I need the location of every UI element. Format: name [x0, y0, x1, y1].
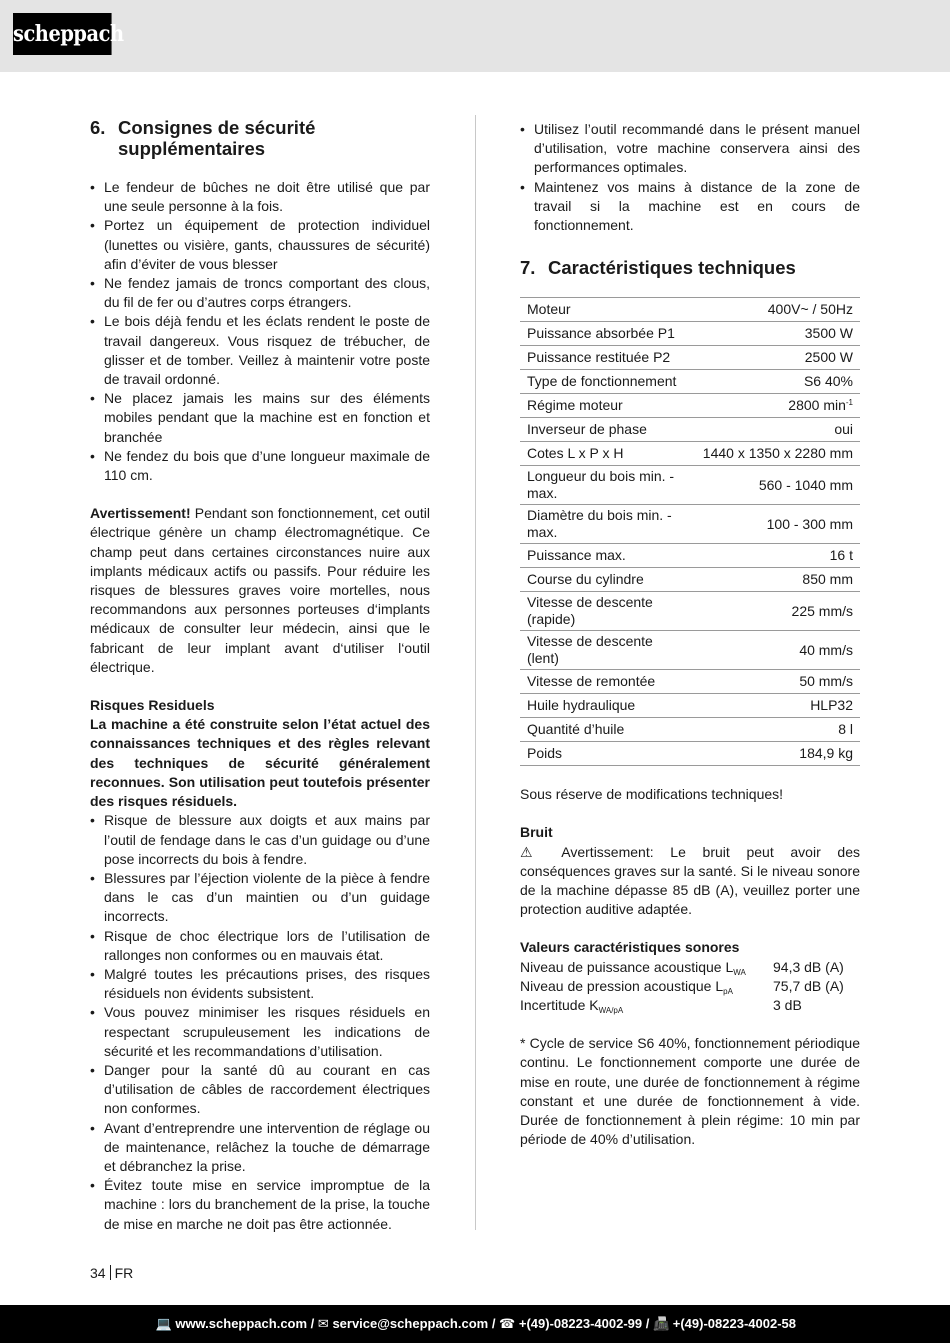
residual-risks-list: [90, 811, 430, 1233]
warning-triangle-icon: ⚠: [520, 843, 546, 860]
spec-label: Huile hydraulique: [520, 694, 684, 718]
spec-table: [520, 297, 860, 766]
list-item: • Le fendeur de bûches ne doit être utilisé que par une seule personne à la fois.: [90, 178, 430, 216]
spec-label: Vitesse de descente (rapide): [520, 592, 684, 631]
list-item: • Malgré toutes les précautions prises, des risques résiduels non évidents subsistent.: [90, 965, 430, 1003]
spec-label: Régime moteur: [520, 394, 684, 418]
spec-label: Type de fonctionnement: [520, 370, 684, 394]
spec-value: 50 mm/s: [684, 670, 860, 694]
spec-row: [520, 670, 860, 694]
website-link[interactable]: www.scheppach.com: [175, 1316, 308, 1331]
spec-label: Course du cylindre: [520, 568, 684, 592]
sound-values-title: Valeurs caractéristiques sonores: [520, 939, 740, 956]
list-item: • Maintenez vos mains à distance de la zone de travail si la machine est en cours de fonctionnement.: [520, 178, 860, 236]
spec-row: [520, 718, 860, 742]
spec-label: Poids: [520, 742, 684, 766]
spec-value: 16 t: [684, 544, 860, 568]
spec-row: [520, 466, 860, 505]
fax-number: +(49)-08223-4002-58: [672, 1316, 796, 1331]
list-item: • Avant d’entreprendre une intervention de réglage ou de maintenance, relâchez la touche de démarrage et débranchez la prise.: [90, 1119, 430, 1177]
spec-label: Puissance restituée P2: [520, 346, 684, 370]
residual-risks-intro: La machine a été construite selon l’état actuel des connaissances techniques et des règles relevant des techniques de sécurité généralement reconnues. Son utilisation peut toutefois présenter des risques résiduels.: [90, 716, 430, 810]
spec-row: [520, 418, 860, 442]
spec-value: oui: [684, 418, 860, 442]
list-item: • Ne fendez du bois que d’une longueur maximale de 110 cm.: [90, 447, 430, 485]
spec-row: [520, 631, 860, 670]
spec-label: Diamètre du bois min. - max.: [520, 505, 684, 544]
noise-warning: ⚠ Avertissement: Le bruit peut avoir des conséquences graves sur la santé. Si le niveau sonore de la machine dépasse 85 dB (A), veuillez porter une protection auditive adaptée.: [520, 843, 860, 918]
spec-row: [520, 370, 860, 394]
right-column: [520, 120, 860, 1149]
spec-value: 1440 x 1350 x 2280 mm: [684, 442, 860, 466]
warning-label: Avertissement!: [90, 505, 191, 522]
list-item: • Risque de blessure aux doigts et aux mains par l’outil de fendage dans le cas d’un guidage ou d’une pose incorrects du bois à fendre.: [90, 811, 430, 869]
spec-value: 8 l: [684, 718, 860, 742]
sound-values-table: [520, 958, 844, 1016]
list-item: • Danger pour la santé dû au courant en cas d’utilisation de câbles de raccordement électriques non conformes.: [90, 1061, 430, 1119]
spec-label: Vitesse de descente (lent): [520, 631, 684, 670]
noise-title: Bruit: [520, 824, 553, 841]
list-item: • Évitez toute mise en service impromptue de la machine : lors du branchement de la prise, la touche de mise en marche ne doit pas être actionnée.: [90, 1176, 430, 1234]
spec-value: 3500 W: [684, 322, 860, 346]
list-item: • Utilisez l’outil recommandé dans le présent manuel d’utilisation, votre machine conservera ainsi des performances optimales.: [520, 120, 860, 178]
email-link[interactable]: service@scheppach.com: [332, 1316, 489, 1331]
spec-row: [520, 568, 860, 592]
sound-label: Niveau de puissance acoustique $L_{WA}$: [520, 958, 746, 977]
spec-row: [520, 505, 860, 544]
spec-value: 40 mm/s: [684, 631, 860, 670]
spec-row: [520, 544, 860, 568]
computer-icon: 💻: [155, 1316, 172, 1331]
phone-number: +(49)-08223-4002-99: [518, 1316, 643, 1331]
spec-label: Cotes L x P x H: [520, 442, 684, 466]
page-footer: 💻 www.scheppach.com / ✉ service@scheppach.com / ☎ +(49)-08223-4002-99 / 📠 +(49)-08223-4002-58: [0, 1305, 950, 1343]
spec-row: [520, 592, 860, 631]
spec-label: Quantité d’huile: [520, 718, 684, 742]
spec-value: S6 40%: [684, 370, 860, 394]
sound-value: 3 dB: [773, 997, 802, 1014]
spec-label: Longueur du bois min. - max.: [520, 466, 684, 505]
list-item: • Portez un équipement de protection individuel (lunettes ou visière, gants, chaussures de sécurité) afin d’éviter de vous blesser: [90, 216, 430, 274]
section-7-heading: 7. Caractéristiques techniques: [520, 257, 796, 279]
spec-row: [520, 346, 860, 370]
cycle-note: * Cycle de service S6 40%, fonctionnement périodique continu. Le fonctionnement comporte une durée de mise en route, une durée de fonctionnement à régime constant et une durée de fonctionnement à vide. Durée de fonctionnement à plein régime: 10 min par période de 40% d’utilisation.: [520, 1035, 860, 1148]
sound-row: [520, 958, 844, 977]
phone-icon: ☎: [499, 1316, 516, 1331]
spec-label: Inverseur de phase: [520, 418, 684, 442]
spec-value: 2500 W: [684, 346, 860, 370]
warning-text: Pendant son fonctionnement, cet outil électrique génère un champ électromagnétique. Ce champ peut dans certaines circonstances nuire aux implants médicaux actifs ou passifs. Pour réduire les risques de blessures graves voire mortelles, nous recommandons aux personnes porteuses d‘implants médicaux de consulter leur médecin, ainsi que le fabricant de leur implant avant d‘utiliser l‘outil électrique.: [90, 505, 430, 675]
safety-bullet-list: [90, 178, 430, 485]
spec-row: [520, 394, 860, 418]
section-6-heading: 6. Consignes de sécurité supplémentaires: [90, 117, 316, 159]
list-item: • Blessures par l’éjection violente de la pièce à fendre dans le cas d’un maintien ou d’un guidage incorrects.: [90, 869, 430, 927]
sound-label: Incertitude $K_{WA/pA}$: [520, 997, 624, 1016]
spec-value: 100 - 300 mm: [684, 505, 860, 544]
column-divider: [475, 115, 476, 1230]
spec-label: Puissance absorbée P1: [520, 322, 684, 346]
sound-value: 75,7 dB (A): [773, 977, 844, 994]
sound-value: 94,3 dB (A): [773, 958, 844, 975]
page-header: [0, 0, 950, 72]
mail-icon: ✉: [317, 1316, 329, 1331]
residual-risks-title: Risques Residuels: [90, 697, 215, 714]
sound-label: Niveau de pression acoustique $L_{pA}$: [520, 977, 733, 996]
spec-row: [520, 298, 860, 322]
list-item: • Ne placez jamais les mains sur des éléments mobiles pendant que la machine est en fonction et branchée: [90, 389, 430, 447]
list-item: • Le bois déjà fendu et les éclats rendent le poste de travail dangereux. Vous risquez de trébucher, de glisser et de tomber. Veillez à maintenir votre poste de travail ordonné.: [90, 312, 430, 389]
page-number: 34 FR: [90, 1265, 134, 1281]
spec-label: Puissance max.: [520, 544, 684, 568]
tool-bullet-list: [520, 120, 860, 235]
sound-row: [520, 996, 844, 1015]
spec-value: HLP32: [684, 694, 860, 718]
spec-row: [520, 442, 860, 466]
list-item: • Vous pouvez minimiser les risques résiduels en respectant scrupuleusement les indications de sécurité et les recommandations d’utilisation.: [90, 1003, 430, 1061]
spec-row: [520, 322, 860, 346]
list-item: • Risque de choc électrique lors de l’utilisation de rallonges non conformes ou en mauvais état.: [90, 927, 430, 965]
left-column: [90, 117, 430, 1234]
spec-value: 184,9 kg: [684, 742, 860, 766]
spec-value: 560 - 1040 mm: [684, 466, 860, 505]
spec-label: Vitesse de remontée: [520, 670, 684, 694]
fax-icon: 📠: [652, 1316, 670, 1331]
page-number-separator: [110, 1265, 111, 1280]
reserve-note: Sous réserve de modifications techniques!: [520, 786, 784, 803]
spec-row: [520, 694, 860, 718]
scheppach-logo: scheppach: [13, 13, 112, 55]
spec-value: 850 mm: [684, 568, 860, 592]
spec-row: [520, 742, 860, 766]
list-item: • Ne fendez jamais de troncs comportant des clous, du fil de fer ou d’autres corps étrangers.: [90, 274, 430, 312]
spec-value: 400V~ / 50Hz: [684, 298, 860, 322]
sound-row: [520, 977, 844, 996]
spec-value: 2800 $\min^{-1}$: [684, 394, 860, 418]
spec-value: 225 mm/s: [684, 592, 860, 631]
spec-label: Moteur: [520, 298, 684, 322]
em-warning-paragraph: [90, 504, 430, 677]
